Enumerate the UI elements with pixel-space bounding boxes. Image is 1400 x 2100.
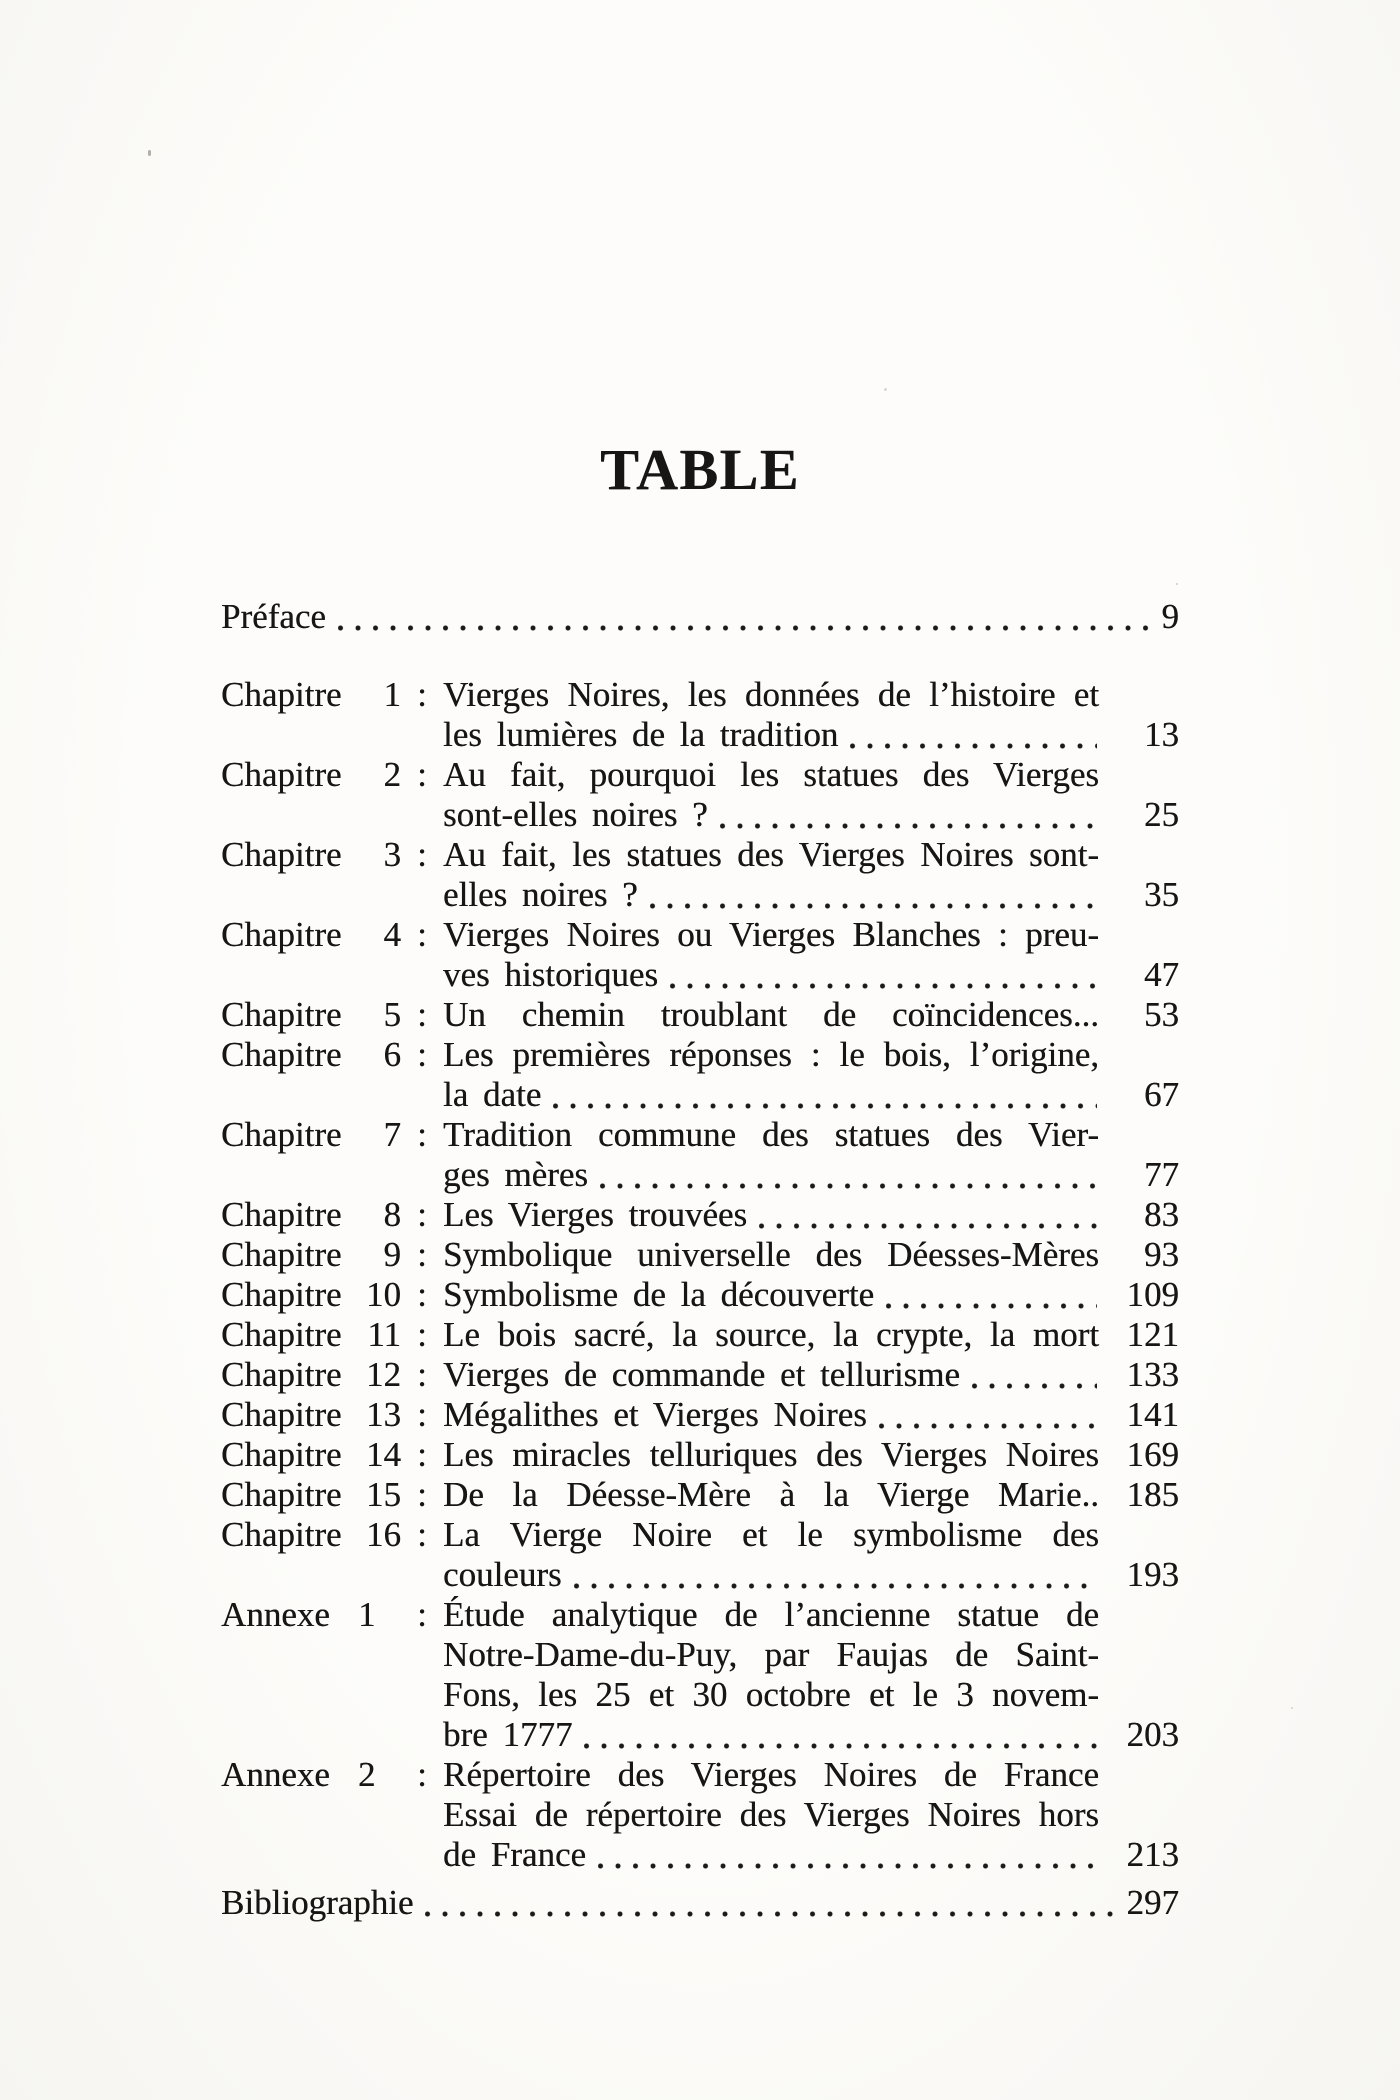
dot-leader — [553, 1101, 1097, 1111]
entry-text-line: Fons, les 25 et 30 octobre et le 3 novem- — [443, 1675, 1099, 1714]
toc-line — [221, 1355, 1179, 1395]
page-number: 169 — [1126, 1435, 1179, 1474]
page-number: 83 — [1144, 1195, 1179, 1234]
entry-text-line: Le bois sacré, la source, la crypte, la mort — [443, 1315, 1099, 1354]
entry-text — [443, 1795, 1099, 1835]
entry-text — [443, 1675, 1099, 1715]
entry-number: 14 — [366, 1435, 401, 1474]
entry-separator: : — [417, 915, 427, 954]
toc-line — [221, 1155, 1179, 1195]
dot-leader — [886, 1301, 1097, 1311]
page-number: 203 — [1126, 1715, 1179, 1754]
entry-number: 1 — [383, 675, 401, 714]
entry-label: Chapitre — [221, 915, 342, 954]
entry-separator: : — [417, 1035, 427, 1074]
entry-text-line: les lumières de la tradition — [443, 715, 839, 754]
page-number: 193 — [1126, 1555, 1179, 1594]
toc-line — [221, 1475, 1179, 1515]
entry-number — [356, 955, 401, 995]
entry-separator — [401, 1675, 443, 1715]
scan-speck — [1176, 583, 1178, 585]
entry-text — [443, 1035, 1099, 1075]
page-number — [1099, 835, 1179, 875]
entry-label — [221, 875, 356, 915]
entry-text — [443, 995, 1099, 1035]
toc-line — [221, 1275, 1179, 1315]
entry-label: Chapitre — [221, 1035, 342, 1074]
page-number: 25 — [1144, 795, 1179, 834]
page-number: 13 — [1144, 715, 1179, 754]
entry-text-line: Tradition commune des statues des Vier- — [443, 1115, 1099, 1154]
entry-text-line: De la Déesse-Mère à la Vierge Marie.. — [443, 1475, 1099, 1514]
page-number: 185 — [1126, 1475, 1179, 1514]
entry-label: Préface — [221, 597, 326, 636]
entry-separator: : — [417, 1435, 427, 1474]
entry-separator — [401, 1555, 443, 1595]
toc-line — [221, 755, 1179, 795]
entry-text — [443, 1395, 1099, 1435]
entry-text — [443, 1595, 1099, 1635]
dot-leader — [879, 1421, 1097, 1431]
entry-text-line: couleurs — [443, 1555, 562, 1594]
entry-number: 12 — [366, 1355, 401, 1394]
scan-speck — [1291, 1707, 1293, 1709]
entry-separator: : — [417, 1115, 427, 1154]
entry-text-line: bre 1777 — [443, 1715, 573, 1754]
entry-text — [443, 795, 1099, 835]
entry-text — [443, 675, 1099, 715]
toc-line — [221, 875, 1179, 915]
entry-number — [356, 715, 401, 755]
entry-number — [356, 875, 401, 915]
entry-text-line: Mégalithes et Vierges Noires — [443, 1395, 867, 1434]
entry-number: 3 — [383, 835, 401, 874]
dot-leader — [720, 821, 1097, 831]
entry-text-line: La Vierge Noire et le symbolisme des — [443, 1515, 1099, 1554]
page-number: 67 — [1144, 1075, 1179, 1114]
table-of-contents — [221, 597, 1179, 1923]
entry-text — [443, 1235, 1099, 1275]
dot-leader — [584, 1741, 1097, 1751]
page-number — [1099, 1795, 1179, 1835]
entry-text-line: de France — [443, 1835, 587, 1874]
page-number: 53 — [1144, 995, 1179, 1034]
entry-label — [221, 1635, 356, 1675]
entry-label — [221, 955, 356, 995]
entry-separator: : — [417, 1235, 427, 1274]
page-number: 121 — [1126, 1315, 1179, 1354]
entry-separator: : — [417, 675, 427, 714]
entry-label: Chapitre — [221, 1275, 342, 1314]
entry-label: Chapitre — [221, 1195, 342, 1234]
entry-label: Chapitre — [221, 995, 342, 1034]
dot-leader — [850, 741, 1097, 751]
entry-separator: : — [417, 995, 427, 1034]
toc-line — [221, 1835, 1179, 1875]
entry-label — [221, 1715, 356, 1755]
entry-text — [443, 1755, 1099, 1795]
entry-text-line: Symbolisme de la découverte — [443, 1275, 875, 1314]
entry-label: Chapitre — [221, 1315, 342, 1354]
dot-leader — [600, 1181, 1097, 1191]
entry-text-line: sont-elles noires ? — [443, 795, 708, 834]
page-number — [1099, 1515, 1179, 1555]
page-number — [1099, 1755, 1179, 1795]
toc-line — [221, 835, 1179, 875]
entry-text-line: Les miracles telluriques des Vierges Noires — [443, 1435, 1099, 1474]
toc-line — [221, 955, 1179, 995]
entry-text — [443, 1515, 1099, 1555]
toc-line — [221, 1795, 1179, 1835]
entry-separator — [401, 1795, 443, 1835]
entry-separator: : — [417, 1355, 427, 1394]
entry-separator — [401, 795, 443, 835]
entry-text — [443, 1435, 1099, 1475]
entry-text-line: Essai de répertoire des Vierges Noires hors — [443, 1795, 1099, 1834]
entry-separator: : — [417, 1315, 427, 1354]
page-number — [1099, 675, 1179, 715]
entry-separator — [401, 715, 443, 755]
page-number: 47 — [1144, 955, 1179, 994]
page-number: 109 — [1126, 1275, 1179, 1314]
entry-number — [356, 1155, 401, 1195]
entry-number: 10 — [366, 1275, 401, 1314]
entry-separator: : — [417, 755, 427, 794]
page-number: 93 — [1144, 1235, 1179, 1274]
entry-label — [221, 795, 356, 835]
toc-line — [221, 1115, 1179, 1155]
entry-text-line: ges mères — [443, 1155, 588, 1194]
scan-speck — [884, 388, 887, 391]
entry-text — [443, 1155, 1099, 1195]
entry-separator — [401, 1635, 443, 1675]
entry-text-line: elles noires ? — [443, 875, 638, 914]
entry-text — [443, 1115, 1099, 1155]
toc-line — [221, 1755, 1179, 1795]
entry-number: 7 — [383, 1115, 401, 1154]
entry-label: Annexe — [221, 1755, 330, 1794]
entry-text-line: Symbolique universelle des Déesses-Mères — [443, 1235, 1099, 1274]
toc-line — [221, 1675, 1179, 1715]
entry-number — [356, 1635, 401, 1675]
page-number: 297 — [1126, 1883, 1179, 1922]
scan-speck — [148, 150, 151, 156]
dot-leader — [972, 1381, 1097, 1391]
entry-number: 2 — [358, 1755, 376, 1794]
toc-line — [221, 1555, 1179, 1595]
entry-text-line: la date — [443, 1075, 542, 1114]
entry-text — [443, 715, 1099, 755]
entry-text — [443, 875, 1099, 915]
entry-separator: : — [417, 1475, 427, 1514]
page-number: 141 — [1126, 1395, 1179, 1434]
toc-line — [221, 1315, 1179, 1355]
page-number — [1099, 1595, 1179, 1635]
entry-text — [443, 755, 1099, 795]
entry-label: Chapitre — [221, 1355, 342, 1394]
entry-label — [221, 715, 356, 755]
toc-line — [221, 715, 1179, 755]
entry-number — [356, 1075, 401, 1115]
entry-number: 1 — [358, 1595, 376, 1634]
page-title: TABLE — [600, 437, 800, 502]
entry-number: 13 — [366, 1395, 401, 1434]
entry-text — [443, 1475, 1099, 1515]
toc-line — [221, 915, 1179, 955]
entry-text — [443, 1355, 1099, 1395]
entry-number — [356, 1715, 401, 1755]
entry-number — [356, 1675, 401, 1715]
entry-number: 9 — [383, 1235, 401, 1274]
entry-label: Chapitre — [221, 1115, 342, 1154]
entry-label: Chapitre — [221, 1435, 342, 1474]
entry-separator: : — [417, 1275, 427, 1314]
entry-label — [221, 1555, 356, 1595]
entry-separator: : — [417, 1515, 427, 1554]
entry-separator — [401, 875, 443, 915]
entry-separator — [401, 1075, 443, 1115]
toc-line — [221, 1035, 1179, 1075]
entry-text — [443, 1555, 1099, 1595]
entry-separator — [401, 1835, 443, 1875]
entry-separator — [401, 955, 443, 995]
toc-line — [221, 1715, 1179, 1755]
entry-text — [443, 1635, 1099, 1675]
entry-text — [443, 915, 1099, 955]
entry-text-line: Un chemin troublant de coïncidences... — [443, 995, 1099, 1034]
entry-number: 15 — [366, 1475, 401, 1514]
entry-number: 2 — [383, 755, 401, 794]
entry-label: Chapitre — [221, 1395, 342, 1434]
entry-text-line: Les premières réponses : le bois, l’origine, — [443, 1035, 1099, 1074]
entry-separator — [401, 1155, 443, 1195]
entry-number: 8 — [383, 1195, 401, 1234]
entry-number — [356, 1795, 401, 1835]
dot-leader — [574, 1581, 1097, 1591]
entry-label: Bibliographie — [221, 1883, 414, 1922]
toc-entry-preface — [221, 597, 1179, 637]
page-number — [1099, 1675, 1179, 1715]
page-number — [1099, 1635, 1179, 1675]
entry-text-line: Vierges de commande et tellurisme — [443, 1355, 960, 1394]
toc-entry-bibliography — [221, 1883, 1179, 1923]
entry-text — [443, 835, 1099, 875]
entry-text-line: ves historiques — [443, 955, 659, 994]
page-number — [1099, 1035, 1179, 1075]
entry-number: 6 — [383, 1035, 401, 1074]
entry-label: Annexe — [221, 1595, 330, 1634]
page-number: 35 — [1144, 875, 1179, 914]
entry-text-line: Les Vierges trouvées — [443, 1195, 748, 1234]
entry-separator: : — [417, 1595, 427, 1634]
entry-text — [443, 955, 1099, 995]
entry-label — [221, 1075, 356, 1115]
page-number — [1099, 1115, 1179, 1155]
entry-label: Chapitre — [221, 1235, 342, 1274]
entry-text-line: Notre-Dame-du-Puy, par Faujas de Saint- — [443, 1635, 1099, 1674]
entry-separator: : — [417, 1755, 427, 1794]
dot-leader — [425, 1909, 1124, 1919]
entry-label: Chapitre — [221, 1475, 342, 1514]
entry-number: 16 — [366, 1515, 401, 1554]
toc-line — [221, 1235, 1179, 1275]
entry-text-line: Étude analytique de l’ancienne statue de — [443, 1595, 1099, 1634]
entry-text-line: Vierges Noires ou Vierges Blanches : preu- — [443, 915, 1099, 954]
entry-text — [443, 1835, 1099, 1875]
entry-text — [443, 1315, 1099, 1355]
toc-line — [221, 995, 1179, 1035]
toc-line — [221, 675, 1179, 715]
entry-number — [356, 1835, 401, 1875]
dot-leader — [338, 623, 1160, 633]
entry-label — [221, 1155, 356, 1195]
toc-line — [221, 1195, 1179, 1235]
page-number: 133 — [1126, 1355, 1179, 1394]
page-number: 77 — [1144, 1155, 1179, 1194]
entry-label — [221, 1795, 356, 1835]
toc-line — [221, 1595, 1179, 1635]
entry-text-line: Au fait, pourquoi les statues des Vierges — [443, 755, 1099, 794]
entry-label — [221, 1835, 356, 1875]
entry-separator — [401, 1715, 443, 1755]
dot-leader — [759, 1221, 1097, 1231]
toc-line — [221, 1515, 1179, 1555]
toc-line — [221, 795, 1179, 835]
entry-text-line: Vierges Noires, les données de l’histoire et — [443, 675, 1099, 714]
dot-leader — [650, 901, 1097, 911]
dot-leader — [598, 1861, 1097, 1871]
page-number — [1099, 755, 1179, 795]
entry-number — [356, 1555, 401, 1595]
entry-label: Chapitre — [221, 1515, 342, 1554]
page-number: 9 — [1161, 597, 1179, 636]
toc-line — [221, 1395, 1179, 1435]
toc-line — [221, 1635, 1179, 1675]
page-number — [1099, 915, 1179, 955]
toc-line — [221, 1075, 1179, 1115]
entry-text — [443, 1275, 1099, 1315]
entry-text — [443, 1195, 1099, 1235]
entry-label: Chapitre — [221, 675, 342, 714]
dot-leader — [670, 981, 1097, 991]
entry-separator: : — [417, 835, 427, 874]
entry-number: 5 — [383, 995, 401, 1034]
entry-label — [221, 1675, 356, 1715]
page-number: 213 — [1126, 1835, 1179, 1874]
entry-label: Chapitre — [221, 835, 342, 874]
entry-number: 11 — [367, 1315, 401, 1354]
entry-separator: : — [417, 1195, 427, 1234]
entry-number: 4 — [383, 915, 401, 954]
entry-text — [443, 1075, 1099, 1115]
toc-line — [221, 1435, 1179, 1475]
entry-text-line: Répertoire des Vierges Noires de France — [443, 1755, 1099, 1794]
toc-entries — [221, 675, 1179, 1875]
entry-text-line: Au fait, les statues des Vierges Noires sont- — [443, 835, 1099, 874]
entry-number — [356, 795, 401, 835]
entry-separator: : — [417, 1395, 427, 1434]
entry-text — [443, 1715, 1099, 1755]
entry-label: Chapitre — [221, 755, 342, 794]
